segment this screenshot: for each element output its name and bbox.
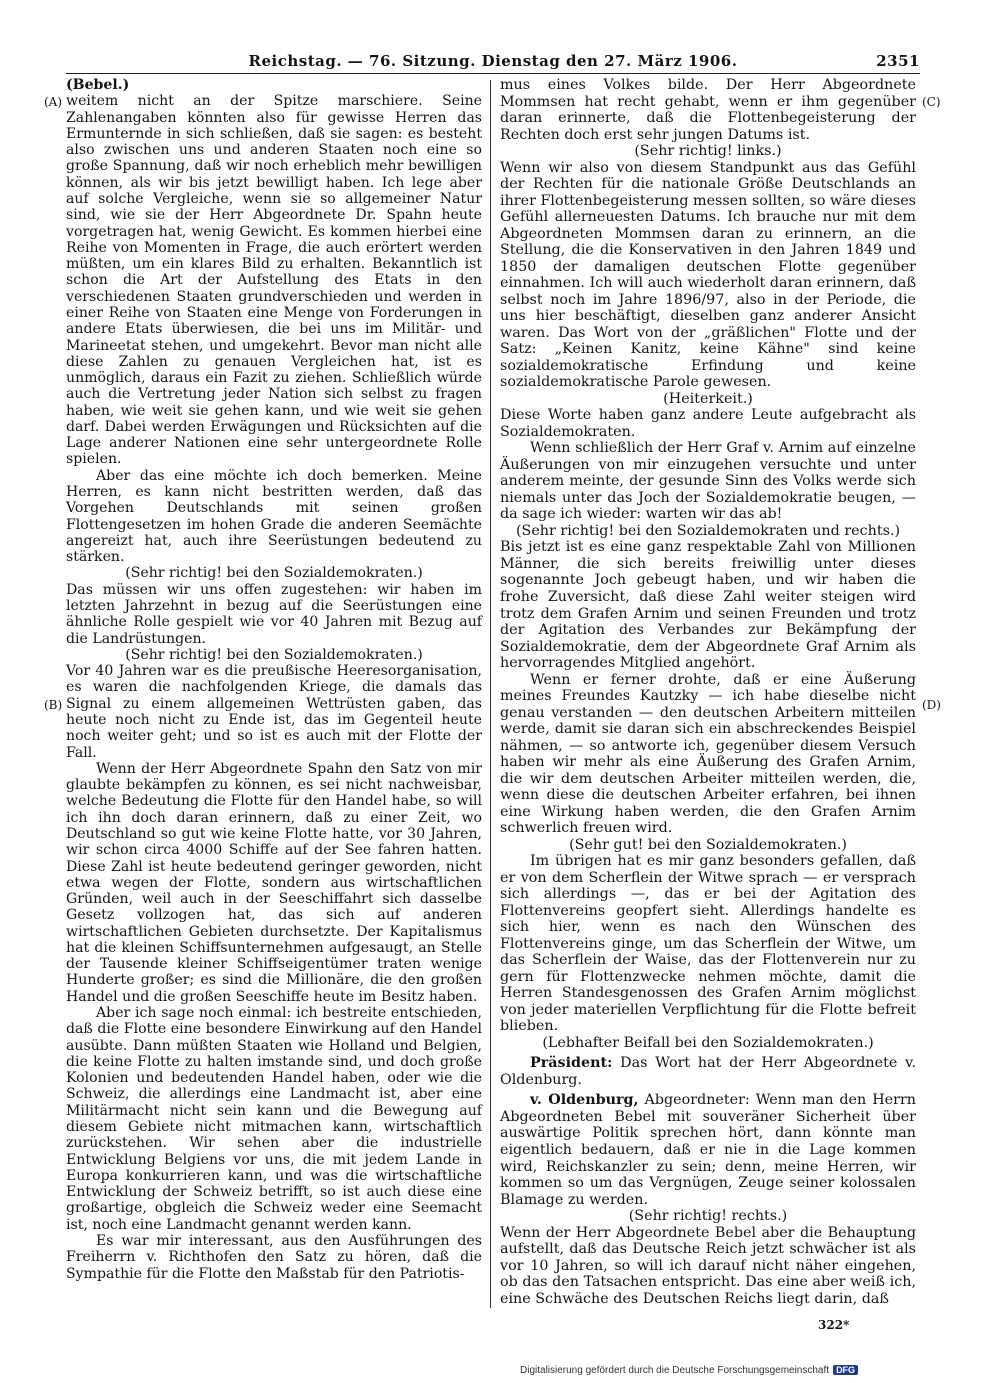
paragraph: Bis jetzt ist es eine ganz respektable Zahl von Millionen Männer, die sich bereits freiwillig unter dieses sogenannte Joch gebeugt haben, und wir haben die frohe Zuversicht, daß diese Zahl weiter steigen wird trotz dem Grafen Arnim und seinen Freunden und trotz der Agitation des Verbandes zur Bekämpfung der Sozialdemokratie, dem der Abgeordnete Graf Arnim als hervorragendes Mitglied angehört.: [500, 539, 916, 672]
header-title: Reichstag. — 76. Sitzung. Dienstag den 27. März 1906.: [248, 52, 738, 70]
paragraph: mus eines Volkes bilde. Der Herr Abgeordnete Mommsen hat recht gehabt, wenn er ihm gegenüber daran erinnerte, daß die Flottenbegeisterung der Rechten doch erst sehr jungen Datums ist.: [500, 77, 916, 143]
right-column: [500, 77, 916, 1307]
page-number: 2351: [876, 52, 920, 70]
margin-marker-b: (B): [44, 698, 63, 712]
speaker-paragraph: [500, 1092, 916, 1208]
paragraph: Aber ich sage noch einmal: ich bestreite entschieden, daß die Flotte eine besondere Einwirkung auf den Handel ausübte. Dann müßten Staaten wie Holland und Belgien, die keine Flotte zu halten imstande sind, und doch große Kolonien und bedeutenden Handel haben, oder wie die Schweiz, die allerdings eine Landmacht ist, aber eine Militärmacht nicht sein kann und die Bewegung auf diesem Gebiete nicht mitmachen kann, wirtschaftlich zurückstehen. Wir sehen aber die industrielle Entwicklung Belgiens vor uns, die mit jedem Lande in Europa konkurrieren kann, und was die wirtschaftliche Entwicklung der Schweiz betrifft, so ist auch diese eine großartige, obgleich die Schweiz weder eine Seemacht ist, noch eine Landmacht genannt werden kann.: [66, 1005, 482, 1233]
signature-mark: 322*: [818, 1318, 850, 1332]
footer: [520, 1365, 858, 1376]
paragraph: Vor 40 Jahren war es die preußische Heeresorganisation, es waren die nachfolgenden Kriege, die damals das Signal zu einem allgemeinen Wettrüsten gaben, das heute noch nicht zu Ende ist, das im Gegenteil heute noch weiter geht; und so ist es auch mit der Flotte der Fall.: [66, 663, 482, 761]
dfg-logo: DFG: [833, 1365, 858, 1375]
paragraph: Aber das eine möchte ich doch bemerken. Meine Herren, es kann nicht bestritten werden, daß das Vorgehen Deutschlands mit seinen großen Flottengesetzen im hohen Grade die anderen Seemächte angereizt hat, auch ihre Seerüstungen bedeutend zu stärken.: [66, 467, 482, 566]
paragraph: Wenn wir also von diesem Standpunkt aus das Gefühl der Rechten für die nationale Größe Deutschlands an ihrer Flottenbegeisterung messen sollten, so wäre dieses Gefühl allerneuesten Datums. Ich brauche nur mit dem Abgeordneten Mommsen daran zu erinnern, an die Stellung, die die Konservativen in den Jahren 1849 und 1850 der damaligen deutschen Flotte gegenüber einnahmen. Ich will auch wiederholt daran erinnern, daß selbst noch im Jahre 1896/97, also in der Periode, die uns hier beschäftigt, dieselben ganz anderer Ansicht waren. Das Wort von der „gräßlichen" Flotte und der Satz: „Keinen Kanitz, keine Kähne" sind keine sozialdemokratische Erfindung und keine sozialdemokratische Parole gewesen.: [500, 159, 916, 391]
paragraph: Wenn der Herr Abgeordnete Spahn den Satz von mir glaubte bekämpfen zu können, es sei nicht nachweisbar, welche Bedeutung die Flotte für den Handel habe, so will ich ihn doch daran erinnern, daß zu einer Zeit, wo Deutschland so gut wie keine Flotte hatte, vor 30 Jahren, wir schon circa 4000 Schiffe auf der See fahren hatten. Diese Zahl ist heute bedeutend geringer geworden, nicht etwa wegen der Flotte, sondern aus wirtschaftlichen Gründen, weil auch in der Seeschiffahrt sich dasselbe Gesetz vollzogen hat, das sich auf anderen wirtschaftlichen Gebieten durchsetzte. Der Kapitalismus hat die kleinen Schiffsunternehmen aufgesaugt, an Stelle der Tausende kleiner Schiffseigentümer traten wenige Hunderte großer; es sind die Millionäre, die den großen Handel und die großen Seeschiffe heute im Besitz haben.: [66, 760, 482, 1005]
interjection: (Sehr richtig! bei den Sozialdemokraten.): [125, 565, 423, 582]
speaker-text: Das Wort hat der Herr Abgeordnete v. Oldenburg.: [500, 1055, 916, 1088]
interjection: (Sehr richtig! bei den Sozialdemokraten.): [125, 646, 423, 663]
paragraph: Diese Worte haben ganz andere Leute aufgebracht als Sozialdemokraten.: [500, 407, 916, 440]
margin-marker-d: (D): [922, 698, 941, 712]
margin-marker-c: (C): [922, 95, 941, 109]
footer-text: Digitalisierung gefördert durch die Deutsche Forschungsgemeinschaft: [520, 1365, 830, 1376]
interjection: (Lebhafter Beifall bei den Sozialdemokraten.): [542, 1034, 874, 1051]
speaker-text: Abgeordneter: Wenn man den Herrn Abgeordneten Bebel mit souveräner Sicherheit über auswärtige Politik sprechen hört, dann könnte man eigentlich bedauern, daß er nie in die Lage kommen wird, Reichskanzler zu sein; denn, meine Herren, wir kommen so um das Vergnügen, Zeuge seiner kolossalen Blamage zu werden.: [500, 1092, 916, 1208]
paragraph: Wenn schließlich der Herr Graf v. Arnim auf einzelne Äußerungen von mir einzugehen versuchte und unter anderem meinte, der gesunde Sinn des Volks werde sich niemals unter das Joch der Sozialdemokratie beugen, — da sage ich wieder: warten wir das ab!: [500, 440, 916, 523]
speaker-paragraph: [500, 1055, 916, 1088]
paragraph: weitem nicht an der Spitze marschiere. Seine Zahlenangaben könnten also für gewisse Herren das Ermunternde in sich schließen, daß sie sagen: es besteht also zwischen uns und anderen Staaten noch eine so große Spannung, daß wir noch erheblich mehr bewilligen können, als wir bis jetzt bewilligt haben. Ich lege aber auf solche Vergleiche, wenn sie so allgemeiner Natur sind, wie sie der Herr Abgeordnete Dr. Spahn heute vorgetragen hat, wenig Gewicht. Es kommen hierbei eine Reihe von Momenten in Frage, die auch erörtert werden müßten, um ein klares Bild zu erhalten. Bekanntlich ist schon die Art der Aufstellung des Etats in den verschiedenen Staaten grundverschieden und werden in einer Reihe von Staaten eine Menge von Forderungen in andere Etats überwiesen, die bei uns im Militär- und Marineetat stehen, und umgekehrt. Bevor man nicht alle diese Zahlen zu genauen Vergleichen hat, ist es unmöglich, daraus ein Fazit zu ziehen. Schließlich würde auch die Vertretung jeder Nation sich selbst zu fragen haben, wie weit sie gehen kann, und wie weit sie gehen darf. Dabei werden Erwägungen und Rücksichten auf die Lage anderer Nationen eine sehr untergeordnete Rolle spielen.: [66, 93, 482, 468]
speaker-tag: (Bebel.): [66, 77, 130, 93]
interjection: (Sehr richtig! rechts.): [628, 1208, 788, 1225]
interjection: (Heiterkeit.): [663, 390, 753, 407]
paragraph: Wenn der Herr Abgeordnete Bebel aber die Behauptung aufstellt, daß das Deutsche Reich jetzt schwächer ist als vor 10 Jahren, so will ich darauf nicht näher eingehen, ob das den Tatsachen entspricht. Das eine aber weiß ich, eine Schwäche des Deutschen Reichs liegt darin, daß: [500, 1224, 916, 1307]
paragraph: Wenn er ferner drohte, daß er eine Äußerung meines Freundes Kautzky — ich habe dieselbe nicht genau verstanden — den deutschen Arbeitern mitteilen werde, damit sie daran sich ein abschreckendes Beispiel nähmen, — so antworte ich, gegenüber diesem Versuch haben wir mehr als eine Äußerung des Grafen Arnim, die wir dem deutschen Arbeiter mitteilen werden, die, wenn diese die deutschen Arbeiter erfahren, bei ihnen eine Wirkung haben werden, die den Grafen Arnim schwerlich freuen wird.: [500, 671, 916, 837]
paragraph: Das müssen wir uns offen zugestehen: wir haben im letzten Jahrzehnt in bezug auf die Seerüstungen eine ähnliche Rolle gespielt wie vor 40 Jahren mit Bezug auf die Landrüstungen.: [66, 581, 482, 647]
paragraph: Es war mir interessant, aus den Ausführungen des Freiherrn v. Richthofen den Satz zu hören, daß die Sympathie für die Flotte den Maßstab für den Patriotis-: [66, 1232, 482, 1282]
paragraph: Im übrigen hat es mir ganz besonders gefallen, daß er von dem Scherflein der Witwe sprach — er versprach sich allerdings —, das er bei der Agitation des Flottenvereins geopfert sieht. Allerdings handelte es sich hier, wenn es nach den Wünschen des Flottenvereins ginge, um das Scherflein der Witwe, um das Scherflein der Waise, das der Flottenverein nur zu gern für Flottenzwecke nehmen möchte, damit die Herren Standesgenossen des Grafen Arnim möglichst von jeder materiellen Verpflichtung für die Flotte befreit blieben.: [500, 853, 916, 1035]
speaker-name: Präsident:: [530, 1055, 613, 1072]
header-rule: [66, 73, 920, 74]
interjection: (Sehr richtig! links.): [634, 143, 782, 160]
margin-marker-a: (A): [44, 95, 63, 109]
interjection: (Sehr richtig! bei den Sozialdemokraten und rechts.): [515, 522, 901, 539]
column-divider: [490, 80, 491, 1308]
speaker-name: v. Oldenburg,: [530, 1092, 639, 1109]
left-column: [66, 77, 482, 1282]
page-header: [66, 52, 920, 72]
interjection: (Sehr gut! bei den Sozialdemokraten.): [569, 836, 847, 853]
